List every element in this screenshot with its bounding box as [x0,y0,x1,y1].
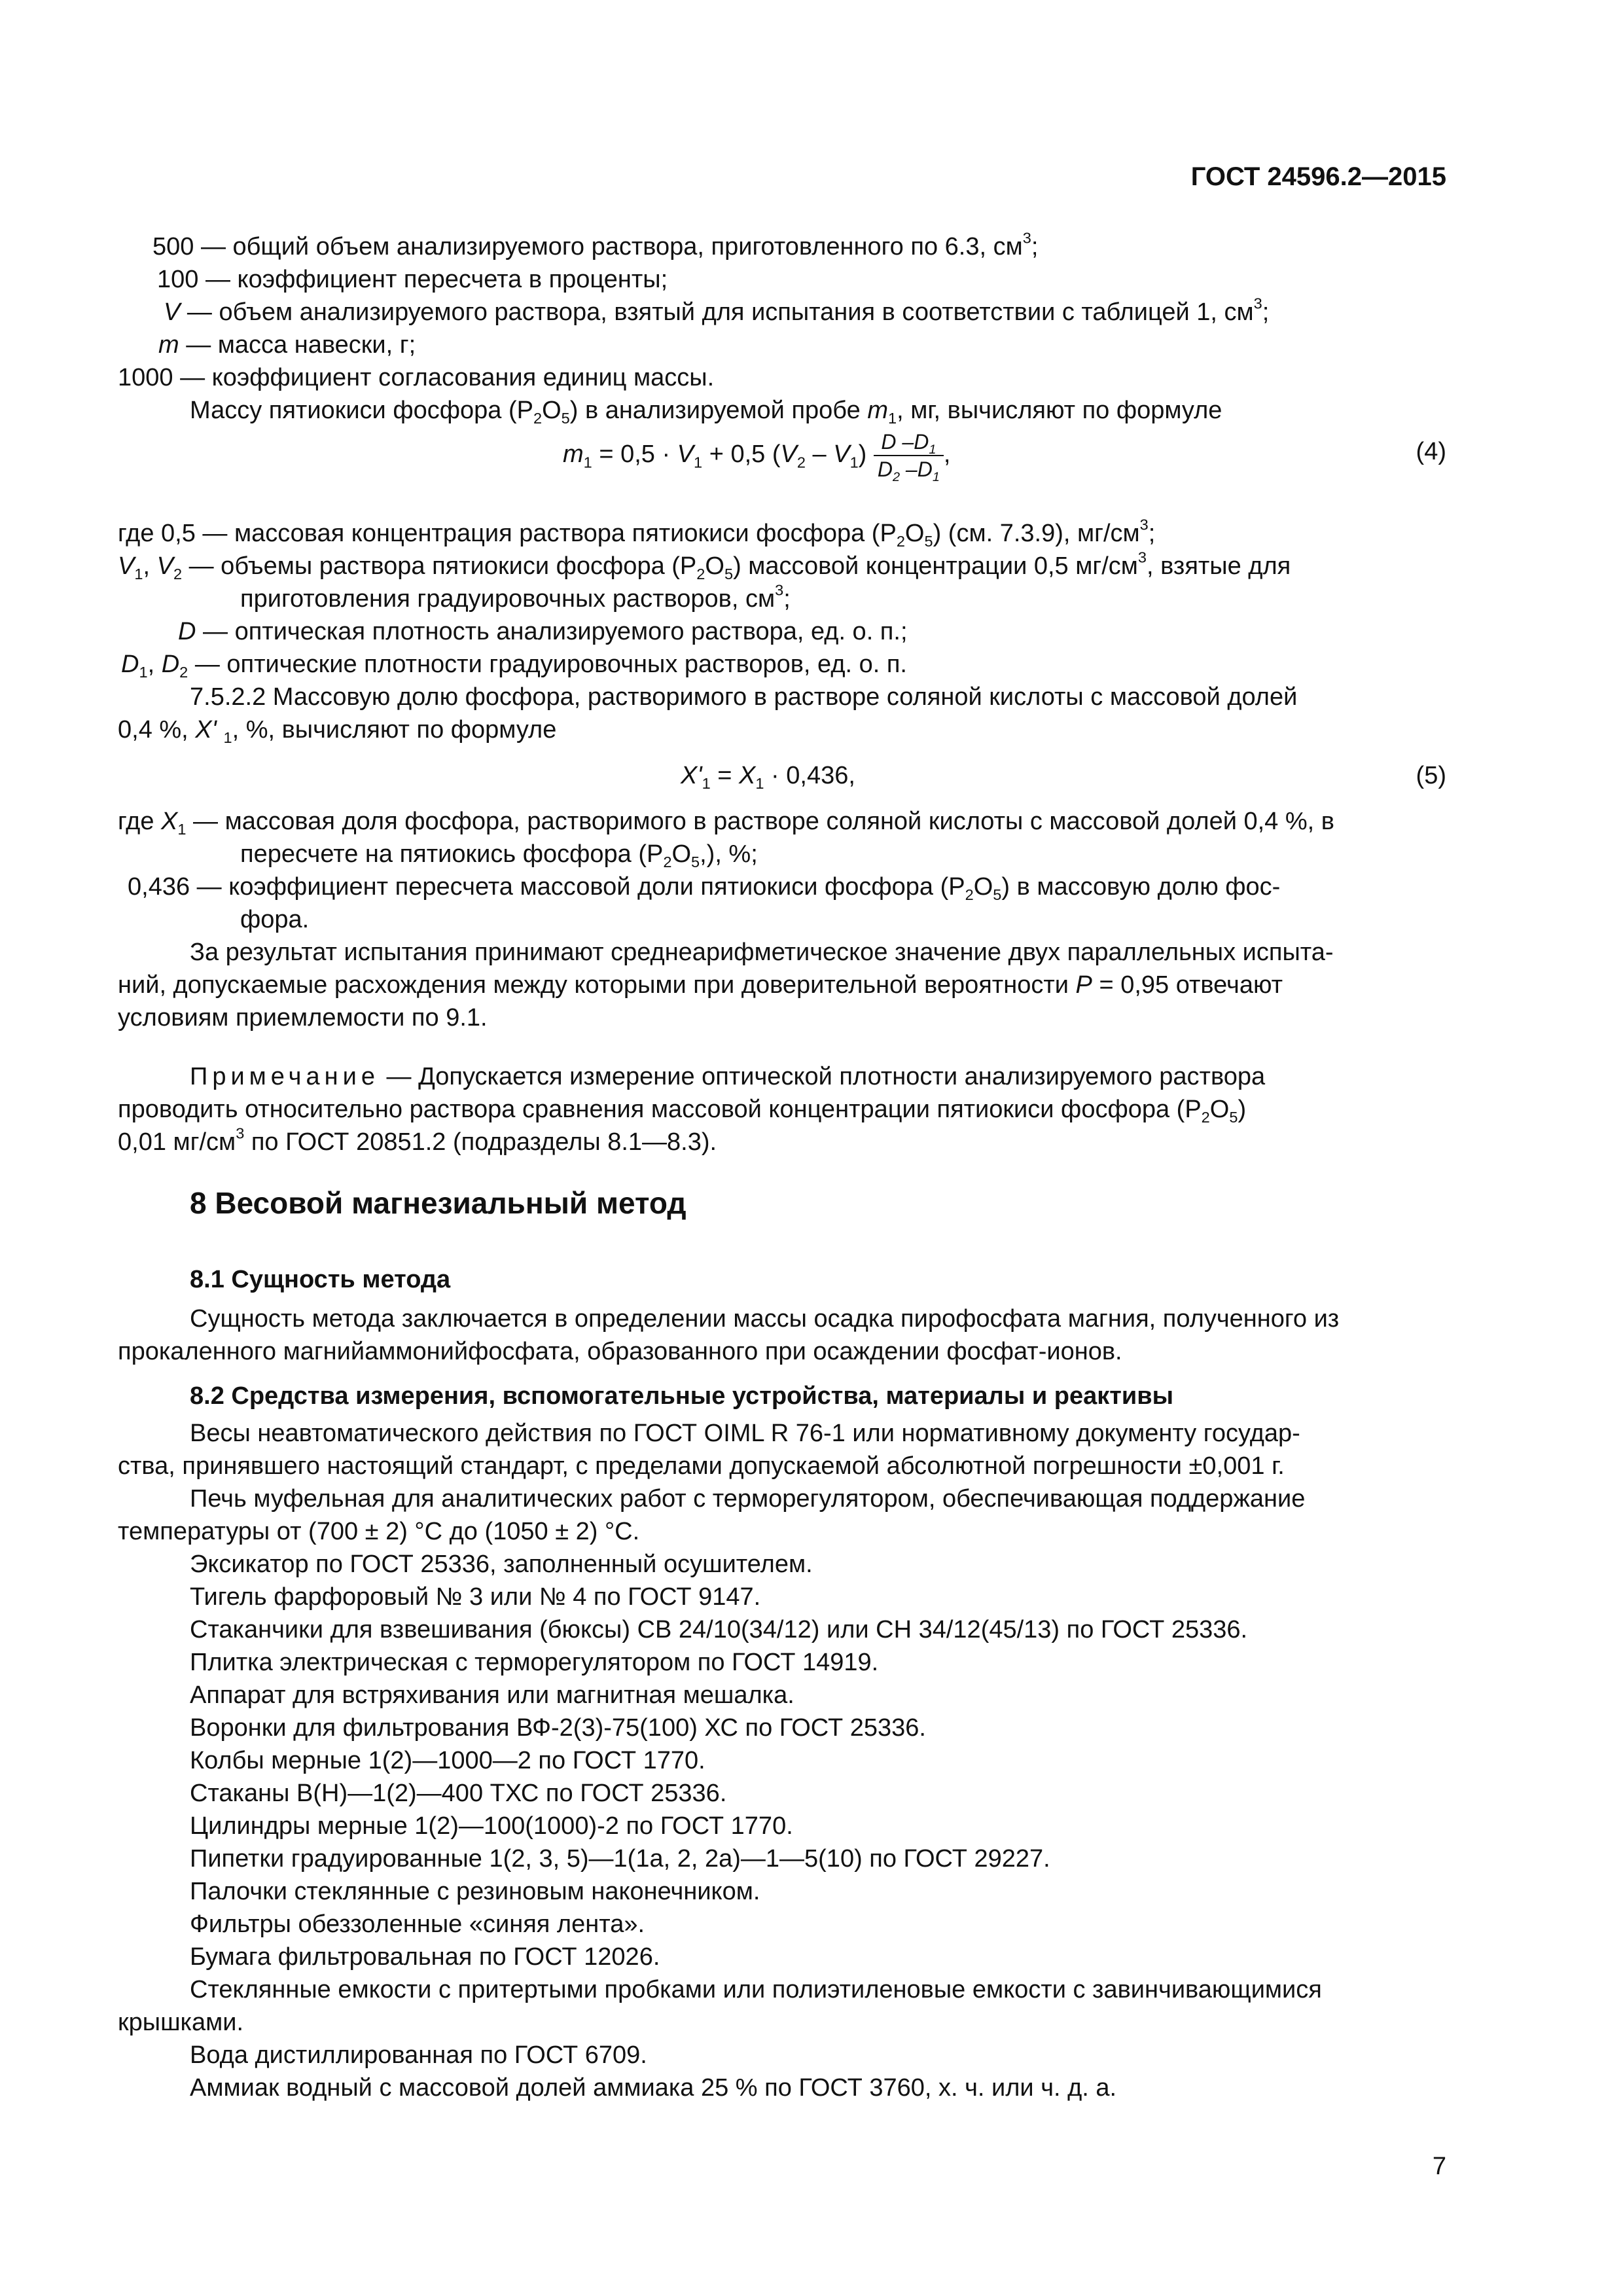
clause-7-5-2-2-cont: 0,4 %, X' $_1$, %, вычисляют по формуле [118,716,557,747]
equipment-furnace-cont: температуры от (700 ± 2) °С до (1050 ± 2) °С. [118,1518,640,1545]
note-paragraph: Примечание — Допускается измерение оптической плотности анализируемого раствора [190,1063,1266,1090]
subsection-8-2-heading: 8.2 Средства измерения, вспомогательные устройства, материалы и реактивы [190,1382,1174,1410]
equipment-item: Стаканчики для взвешивания (бюксы) СВ 24/10(34/12) или СН 34/12(45/13) по ГОСТ 25336. [190,1616,1248,1643]
clause-7-5-2-2: 7.5.2.2 Массовую долю фосфора, растворимого в растворе соляной кислоты с массовой долей [190,683,1298,711]
note-label: Примечание [190,1063,380,1090]
equipment-item: Бумага фильтровальная по ГОСТ 12026. [190,1943,660,1971]
formula-5: $X'_1 = X_1 \cdot 0,436$, [681,762,855,793]
equipment-scales-cont: ства, принявшего настоящий стандарт, с пределами допускаемой абсолютной погрешности ±0,001 г. [118,1452,1285,1480]
legend-line: 100 — коэффициент пересчета в проценты; [157,266,668,293]
equipment-item: Воронки для фильтрования ВФ-2(3)-75(100) ХС по ГОСТ 25336. [190,1714,926,1742]
document-header-id: ГОСТ 24596.2—2015 [1190,162,1446,191]
result-paragraph: За результат испытания принимают среднеарифметическое значение двух параллельных испыта- [190,939,1334,966]
equipment-water: Вода дистиллированная по ГОСТ 6709. [190,2041,647,2069]
where-line: D — оптическая плотность анализируемого раствора, ед. о. п.; [178,618,908,645]
legend-line: 500 — общий объем анализируемого раствора, приготовленного по 6.3, $см^3$; [152,229,1039,260]
where-line: где $X_1$ — массовая доля фосфора, растворимого в растворе соляной кислоты с массовой долей 0,4 %, в [118,808,1334,838]
equipment-item: Палочки стеклянные с резиновым наконечником. [190,1878,760,1905]
subsection-8-1-text-cont: прокаленного магнийаммонийфосфата, образованного при осаждении фосфат-ионов. [118,1338,1122,1365]
page-number: 7 [1432,2153,1446,2180]
note-line: проводить относительно раствора сравнения массовой концентрации пятиокиси фосфора $(P_2O_5)$ [118,1096,1247,1126]
formula-4: $m_1 = 0,5 \cdot V_1 + 0,5$ $(V_2 - V_1)$ $\frac{D -D_1}{D_2 -D_1}$ , [563,430,951,484]
where-line: 0,436 — коэффициент пересчета массовой доли пятиокиси фосфора $(P_2O_5)$ в массовую долю фос- [128,873,1281,904]
note-line: 0,01 $мг/см^3$ по ГОСТ 20851.2 (подразделы 8.1—8.3). [118,1124,717,1156]
equipment-item: Колбы мерные 1(2)—1000—2 по ГОСТ 1770. [190,1747,705,1774]
formula-4-number: (4) [1416,438,1446,465]
equipment-ammonia: Аммиак водный с массовой долей аммиака 25 % по ГОСТ 3760, х. ч. или ч. д. а. [190,2074,1117,2102]
where-line: где 0,5 — массовая концентрация раствора пятиокиси фосфора $(P_2O_5)$ (см. 7.3.9), $мг/см^3$; [118,516,1156,550]
legend-line: V — объем анализируемого раствора, взятый для испытания в соответствии с таблицей 1, $см^3$; [164,295,1270,326]
legend-line: 1000 — коэффициент согласования единиц массы. [118,364,715,391]
equipment-item: Плитка электрическая с терморегулятором по ГОСТ 14919. [190,1649,879,1676]
formula-4-intro: Массу пятиокиси фосфора $(P_2O_5)$ в анализируемой пробе $m_1$, мг, вычисляют по формуле [190,397,1222,427]
equipment-item: Эксикатор по ГОСТ 25336, заполненный осушителем. [190,1551,813,1578]
subsection-8-1-heading: 8.1 Сущность метода [190,1266,451,1293]
where-line: $D_1$, $D_2$ — оптические плотности градуировочных растворов, ед. о. п. [121,651,907,681]
formula-4-fraction: $\frac{D -D_1}{D_2 -D_1}$ [874,429,944,482]
equipment-containers: Стеклянные емкости с притертыми пробками или полиэтиленовые емкости с завинчивающимися [190,1976,1322,2003]
equipment-item: Цилиндры мерные 1(2)—100(1000)-2 по ГОСТ 1770. [190,1812,793,1840]
formula-5-number: (5) [1416,762,1446,789]
where-line: $V_1$, $V_2$ — объемы раствора пятиокиси фосфора $(P_2O_5)$ массовой концентрации 0,5 $мг/см^3$, взятые для [118,548,1291,583]
equipment-furnace: Печь муфельная для аналитических работ с терморегулятором, обеспечивающая поддержание [190,1485,1306,1513]
subsection-8-1-text: Сущность метода заключается в определении массы осадка пирофосфата магния, полученного из [190,1305,1340,1333]
where-line: приготовления градуировочных растворов, $см^3$; [240,581,791,613]
equipment-scales: Весы неавтоматического действия по ГОСТ OIML R 76-1 или нормативному документу государ- [190,1420,1300,1447]
where-line: фора. [240,906,310,933]
where-line: пересчете на пятиокись фосфора $(P_2O_5,)$, %; [240,840,758,871]
equipment-containers-cont: крышками. [118,2009,244,2036]
equipment-item: Стаканы В(Н)—1(2)—400 ТХС по ГОСТ 25336. [190,1780,727,1807]
equipment-item: Пипетки градуированные 1(2, 3, 5)—1(1а, 2, 2а)—1—5(10) по ГОСТ 29227. [190,1845,1050,1873]
equipment-item: Фильтры обеззоленные «синяя лента». [190,1910,645,1938]
equipment-item: Аппарат для встряхивания или магнитная мешалка. [190,1681,794,1709]
result-paragraph-line: условиям приемлемости по 9.1. [118,1004,488,1031]
section-8-heading: 8 Весовой магнезиальный метод [190,1186,687,1220]
result-paragraph-line: ний, допускаемые расхождения между которыми при доверительной вероятности P = 0,95 отвечают [118,971,1283,999]
legend-line: m — масса навески, г; [158,331,416,359]
equipment-item: Тигель фарфоровый № 3 или № 4 по ГОСТ 9147. [190,1583,761,1611]
